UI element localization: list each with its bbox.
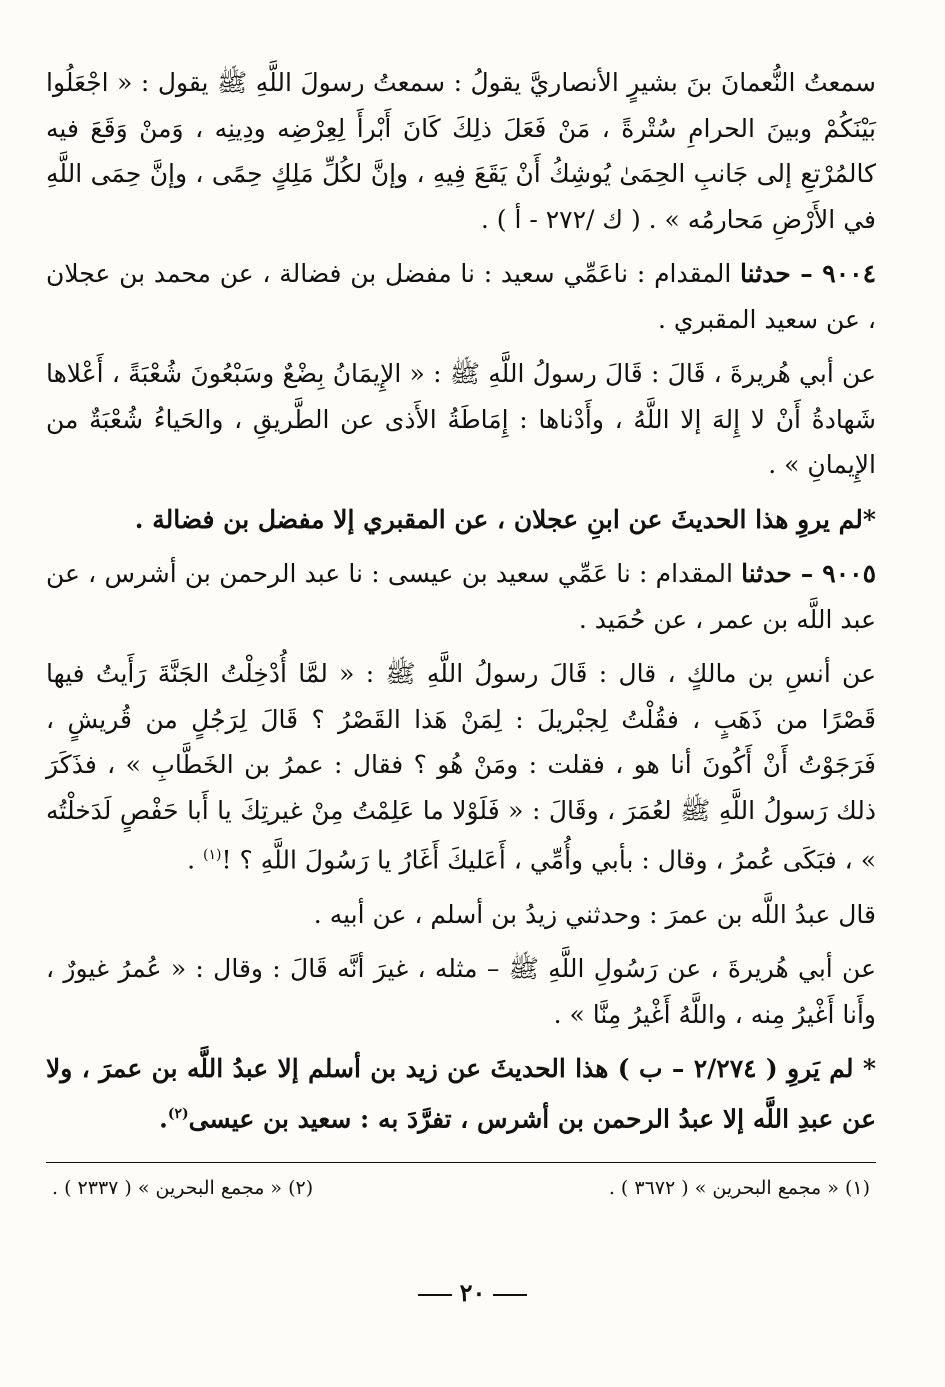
paragraph-3: عن أبي هُريرةَ ، قَالَ : قَالَ رسولُ اللَّهِ ﷺ : « الإِيمَانُ بِضْعٌ وسَبْعُونَ شُعْبَةً ، أَعْلاها شَهادةُ أَنْ لا إِلهَ إلا اللَّهُ ، وأَدْناها : إِمَاطَةُ الأَذى عن الطَّريقِ ، والحَياءُ شُعْبَةٌ من الإِيمانِ » . bbox=[46, 359, 876, 479]
dash-left bbox=[493, 1294, 527, 1296]
star-marker: * bbox=[862, 504, 876, 534]
footnote-ref-2: (٢) bbox=[167, 1105, 189, 1122]
paragraph-6: عن أنسِ بن مالكٍ ، قال : قَالَ رسولُ اللَّهِ ﷺ : « لمَّا أُدْخِلْتُ الجَنَّةَ رَأَيتُ فيها قَصْرًا من ذَهَبٍ ، فقُلْتُ لِجبْريلَ : لِمَنْ هَذا القَصْرُ ؟ قَالَ لِرَجُلٍ من قُريشٍ ، فَرَجَوْتُ أَنْ أَكُونَ أنا هو ، فقلت : ومَنْ هُو ؟ فقال : عمرُ بن الخَطَّابِ » ، فذَكَرَ ذلك رَسولُ اللَّهِ ﷺ لعُمَرَ ، وقَالَ : « فَلَوْلا ما عَلِمْتُ مِنْ غيرتِكَ يا أَبا حَفْصٍ لَدَخلْتُه » ، فبَكَى عُمرُ ، وقال : بأبي وأُمِّي ، أَعَليكَ أَغَارُ يا رَسُولَ اللَّهِ ؟ !$^{(١)}$ . bbox=[46, 659, 876, 875]
paragraph-4-note: *لم يروِ هذا الحديثَ عن ابنِ عجلان ، عن المقبري إلا مفضل بن فضالة . bbox=[134, 504, 876, 534]
hadith-number: ٩٠٠٤ – حدثنا bbox=[740, 259, 876, 288]
footnote-1: (١) « مجمع البحرين » ( ٣٦٧٢ ) . bbox=[608, 1176, 870, 1199]
footnote-2: (٢) « مجمع البحرين » ( ٢٣٣٧ ) . bbox=[52, 1176, 314, 1199]
paragraph-2: ٩٠٠٤ – حدثنا المقدام : ناعَمِّي سعيد : نا مفضل بن فضالة ، عن محمد بن عجلان ، عن سعيد المقبري . bbox=[46, 259, 876, 334]
footnotes bbox=[46, 1173, 876, 1203]
page-number: ٢٠ bbox=[0, 1278, 945, 1307]
hadith-number: ٩٠٠٥ – حدثنا bbox=[741, 559, 877, 588]
dash-right bbox=[418, 1294, 452, 1296]
paragraph-7: قال عبدُ اللَّه بن عمرَ : وحدثني زيدُ بن أسلم ، عن أبيه . bbox=[313, 899, 876, 929]
paragraph-9-note: * لم يَروِ ( ٢/٢٧٤ – ب ) هذا الحديثَ عن زيد بن أسلم إلا عبدُ اللَّه بن عمرَ ، ولا عن عبدِ اللَّه إلا عبدُ الرحمن بن أشرس ، تفرَّدَ به : سعيد بن عيسى$^{(٢)}$. bbox=[46, 1054, 876, 1134]
paragraph-1: سمعتُ النُّعمانَ بنَ بشيرٍ الأنصاريَّ يقولُ : سمعتُ رسولَ اللَّهِ ﷺ يقول : « اجْعَلُوا بَيْنَكُمْ وبينَ الحرامِ سُتْرةً ، مَنْ فَعَلَ ذلِكَ كَانَ أَبْرأَ لِعِرْضِه ودِينِه ، وَمنْ وَقَعَ فيه كالمُرْتعِ إلى جَانبِ الحِمَىٰ يُوشِكُ أَنْ يَقَعَ فِيهِ ، وإنَّ لكُلِّ مَلِكٍ حِمًى ، وإنَّ حِمَى اللَّهِ في الأَرْضِ مَحارمُه » . ( ك /٢٧٢ - أ ) . bbox=[46, 68, 876, 234]
footnote-ref-1: (١) bbox=[203, 847, 222, 863]
footnote-divider bbox=[46, 1162, 876, 1163]
paragraph-8: عن أبي هُريرةَ ، عن رَسُولِ اللَّهِ ﷺ – مثله ، غيرَ أنَّه قَالَ : وقال : « عُمرُ غيورٌ ، وأَنا أَغْيرُ مِنه ، واللَّهُ أَغْيرُ مِنَّا » . bbox=[46, 954, 876, 1029]
paragraph-5: ٩٠٠٥ – حدثنا المقدام : نا عَمِّي سعيد بن عيسى : نا عبد الرحمن بن أشرس ، عن عبد اللَّه بن عمر ، عن حُمَيد . bbox=[46, 559, 877, 634]
star-marker: * bbox=[862, 1054, 876, 1084]
page-body bbox=[46, 60, 876, 1203]
